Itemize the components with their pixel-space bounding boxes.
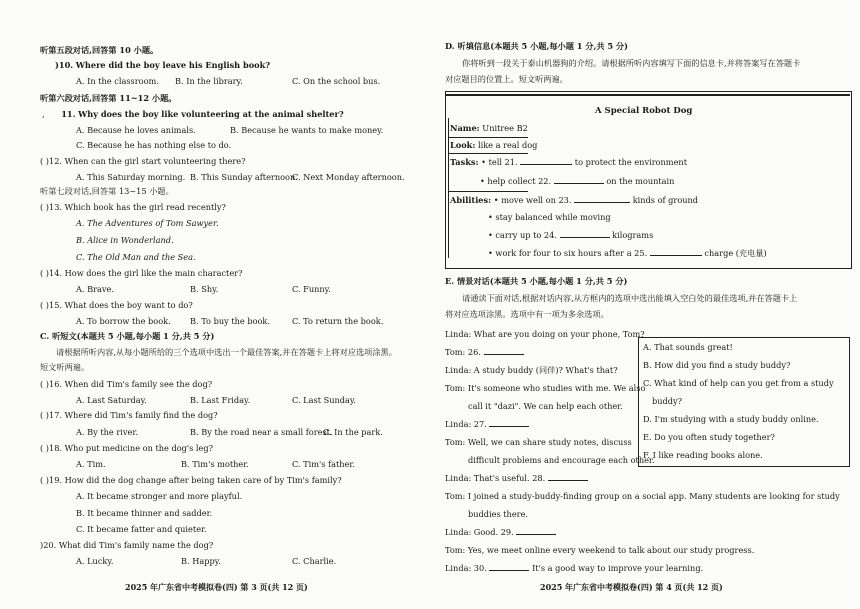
option-b: B. This Sunday afternoon. <box>190 172 298 182</box>
question-text: When can the girl start volunteering there? <box>64 156 246 166</box>
section-e-instruction-2: 将对应选项涂黑。选项中有一项为多余选项。 <box>445 309 609 319</box>
option-c: C. In the park. <box>323 427 383 437</box>
option-b: B. Last Friday. <box>190 395 251 405</box>
option-c: C. Because he has nothing else to do. <box>76 140 232 150</box>
section-6-heading: 听第六段对话,回答第 11~12 小题。 <box>40 93 177 103</box>
question-16 <box>40 380 212 390</box>
dialog-line: Tom: I joined a study-buddy-finding group on a social app. Many students are looking for study <box>445 491 840 501</box>
question-number: ( )12. <box>40 156 63 166</box>
question-15 <box>40 301 193 311</box>
ability-3-suffix: kilograms <box>612 230 654 240</box>
blank-26[interactable] <box>484 354 524 355</box>
card-task-2 <box>480 177 674 187</box>
name-label: Name: <box>450 123 480 133</box>
question-number: )20. <box>40 540 57 550</box>
question-number: ( )13. <box>40 202 63 212</box>
dialog-line <box>445 528 556 538</box>
option-c: C. Charlie. <box>292 556 337 566</box>
question-text: How did the dog change after being taken care of by Tim's family? <box>64 475 342 485</box>
blank-27[interactable] <box>489 426 529 427</box>
ability-1-prefix: • move well on 23. <box>493 195 572 205</box>
question-10 <box>55 61 270 71</box>
abilities-label: Abilities: <box>450 195 492 205</box>
row-divider <box>448 153 528 154</box>
dialog-text: It's a good way to improve your learning. <box>532 563 704 573</box>
option-a: A. Lucky. <box>76 556 114 566</box>
dialog-line: difficult problems and encourage each other. <box>468 455 655 465</box>
question-number: ( )16. <box>40 379 63 389</box>
card-ability-2: • stay balanced while moving <box>488 212 611 222</box>
option-b: B. Because he wants to make money. <box>230 125 384 135</box>
ability-3-prefix: • carry up to 24. <box>488 230 557 240</box>
question-18 <box>40 444 213 454</box>
dialog-line <box>445 474 588 484</box>
question-number: ( )17. <box>40 410 63 420</box>
question-number: ( )18. <box>40 443 63 453</box>
name-value: Unitree B2 <box>482 123 528 133</box>
option-c: C. Next Monday afternoon. <box>292 172 405 182</box>
question-text: When did Tim's family see the dog? <box>64 379 213 389</box>
dialog-line: Linda: A study buddy (同伴)? What's that? <box>445 365 618 375</box>
section-e-heading: E. 情景对话(本题共 5 小题,每小题 1 分,共 5 分) <box>445 276 628 286</box>
card-name-row <box>450 124 528 134</box>
card-abilities-row <box>450 196 698 206</box>
dialog-line: buddies there. <box>468 509 529 519</box>
tasks-label: Tasks: <box>450 157 479 167</box>
dialog-line: Tom: Well, we can share study notes, discuss <box>445 437 632 447</box>
option-a: A. Last Saturday. <box>76 395 147 405</box>
blank-21[interactable] <box>520 164 572 165</box>
card-ability-3 <box>488 231 653 241</box>
question-text: Where did the boy leave his English book? <box>75 60 271 70</box>
option-c-cont: buddy? <box>652 396 683 406</box>
card-title: A Special Robot Dog <box>595 106 693 116</box>
option-c: C. It became fatter and quieter. <box>76 524 207 534</box>
option-a: A. This Saturday morning. <box>76 172 186 182</box>
option-a: A. By the river. <box>76 427 138 437</box>
ability-1-suffix: kinds of ground <box>632 195 699 205</box>
card-left-rule <box>448 118 449 258</box>
question-19 <box>40 476 342 486</box>
question-12 <box>40 157 245 167</box>
option-b: B. In the library. <box>175 76 243 86</box>
option-b: B. How did you find a study buddy? <box>643 360 791 370</box>
dialog-text: Linda: 30. <box>445 563 487 573</box>
row-divider <box>448 191 528 192</box>
ability-4-suffix: charge (充电量) <box>704 248 767 258</box>
option-c: C. Tim's father. <box>292 459 356 469</box>
page-footer: 2025 年广东省中考模拟卷(四) 第 4 页(共 12 页) <box>540 582 723 592</box>
dialog-text: Tom: 26. <box>445 347 481 357</box>
blank-30[interactable] <box>489 570 529 571</box>
option-c: C. Last Sunday. <box>292 395 357 405</box>
dialog-line: Linda: What are you doing on your phone, Tom? <box>445 329 645 339</box>
section-d-instruction-2: 对应题目的位置上。短文听两遍。 <box>445 74 568 84</box>
page-footer: 2025 年广东省中考模拟卷(四) 第 3 页(共 12 页) <box>125 582 308 592</box>
blank-25[interactable] <box>650 255 702 256</box>
task-1-suffix: to protect the environment <box>574 157 687 167</box>
question-number: ( )14. <box>40 268 63 278</box>
question-number: 11. <box>61 109 76 119</box>
row-divider <box>448 137 528 138</box>
option-c: C. Funny. <box>292 284 331 294</box>
question-20 <box>40 541 213 551</box>
ability-4-prefix: • work for four to six hours after a 25. <box>488 248 648 258</box>
question-14 <box>40 269 243 279</box>
option-a: A. It became stronger and more playful. <box>76 491 243 501</box>
task-2-prefix: • help collect 22. <box>480 176 552 186</box>
option-c: C. On the school bus. <box>292 76 381 86</box>
option-b: B. Shy. <box>190 284 219 294</box>
task-1-prefix: • tell 21. <box>481 157 518 167</box>
option-d: D. I'm studying with a study buddy online. <box>643 414 819 424</box>
section-5-heading: 听第五段对话,回答第 10 小题。 <box>40 45 159 55</box>
blank-23[interactable] <box>574 202 630 203</box>
section-d-heading: D. 听填信息(本题共 5 小题,每小题 1 分,共 5 分) <box>445 41 628 51</box>
question-11: , 11. Why does the boy like volunteering at the animal shelter? <box>42 109 344 119</box>
option-b: B. It became thinner and sadder. <box>76 508 213 518</box>
blank-29[interactable] <box>516 534 556 535</box>
question-text: What did Tim's family name the dog? <box>58 540 214 550</box>
option-a: A. In the classroom. <box>76 76 159 86</box>
option-b: B. By the road near a small forest. <box>190 427 333 437</box>
option-b: B. Happy. <box>181 556 221 566</box>
dialog-line: Tom: It's someone who studies with me. We also <box>445 383 646 393</box>
card-tasks-row <box>450 158 687 168</box>
look-label: Look: <box>450 140 476 150</box>
question-text: Who put medicine on the dog's leg? <box>64 443 214 453</box>
dialog-line <box>445 348 524 358</box>
option-a: A. Brave. <box>76 284 115 294</box>
question-text: Where did Tim's family find the dog? <box>64 410 218 420</box>
dialog-text: Linda: Good. 29. <box>445 527 514 537</box>
option-e: E. Do you often study together? <box>643 432 775 442</box>
right-page <box>430 0 860 609</box>
question-number: ( )15. <box>40 300 63 310</box>
question-number: )10. <box>55 60 74 70</box>
question-text: Which book has the girl read recently? <box>64 202 226 212</box>
look-value: like a real dog <box>477 140 538 150</box>
dialog-text: Linda: 27. <box>445 419 487 429</box>
blank-22[interactable] <box>554 183 604 184</box>
dialog-line: call it "dazi". We can help each other. <box>468 401 623 411</box>
question-17 <box>40 411 218 421</box>
question-13 <box>40 203 226 213</box>
blank-24[interactable] <box>560 237 610 238</box>
option-b: B. Tim's mother. <box>181 459 249 469</box>
dialog-line <box>445 420 529 430</box>
dialog-line: Tom: Yes, we meet online every weekend to talk about our study progress. <box>445 545 755 555</box>
option-c: C. What kind of help can you get from a study <box>643 378 834 388</box>
option-c: C. To return the book. <box>292 316 384 326</box>
question-text: How does the girl like the main character? <box>64 268 243 278</box>
option-a: A. Because he loves animals. <box>76 125 196 135</box>
card-look-row <box>450 141 537 151</box>
section-c-heading: C. 听短文(本题共 5 小题,每小题 1 分,共 5 分) <box>40 331 215 341</box>
card-ability-4 <box>488 249 767 259</box>
card-top-rule <box>445 94 850 96</box>
dialog-text: Linda: That's useful. 28. <box>445 473 546 483</box>
section-d-instruction: 你将听到一段关于泰山机器狗的介绍。请根据所听内容填写下面的信息卡,并将答案写在答题卡 <box>462 58 801 68</box>
question-number: ( )19. <box>40 475 63 485</box>
option-b: B. Alice in Wonderland. <box>76 235 174 245</box>
option-c: C. The Old Man and the Sea. <box>76 252 196 262</box>
question-text: What does the boy want to do? <box>64 300 193 310</box>
task-2-suffix: on the mountain <box>606 176 675 186</box>
question-text: Why does the boy like volunteering at the animal shelter? <box>78 109 344 119</box>
option-a: A. To borrow the book. <box>76 316 171 326</box>
option-a: A. The Adventures of Tom Sawyer. <box>76 218 219 228</box>
option-b: B. To buy the book. <box>190 316 270 326</box>
section-e-instruction: 请通读下面对话,根据对话内容,从方框内的选项中选出能填入空白处的最佳选项,并在答题卡上 <box>462 293 798 303</box>
option-a: A. Tim. <box>76 459 106 469</box>
blank-28[interactable] <box>548 480 588 481</box>
option-a: A. That sounds great! <box>643 342 733 352</box>
section-c-instruction-2: 短文听两遍。 <box>40 362 90 372</box>
section-c-instruction: 请根据所听内容,从每小题所给的三个选项中选出一个最佳答案,并在答题卡上将对应选项涂黑。 <box>56 347 397 357</box>
option-f: F. I like reading books alone. <box>643 450 763 460</box>
dialog-line <box>445 564 703 574</box>
section-7-heading: 听第七段对话,回答第 13~15 小题。 <box>40 186 174 196</box>
